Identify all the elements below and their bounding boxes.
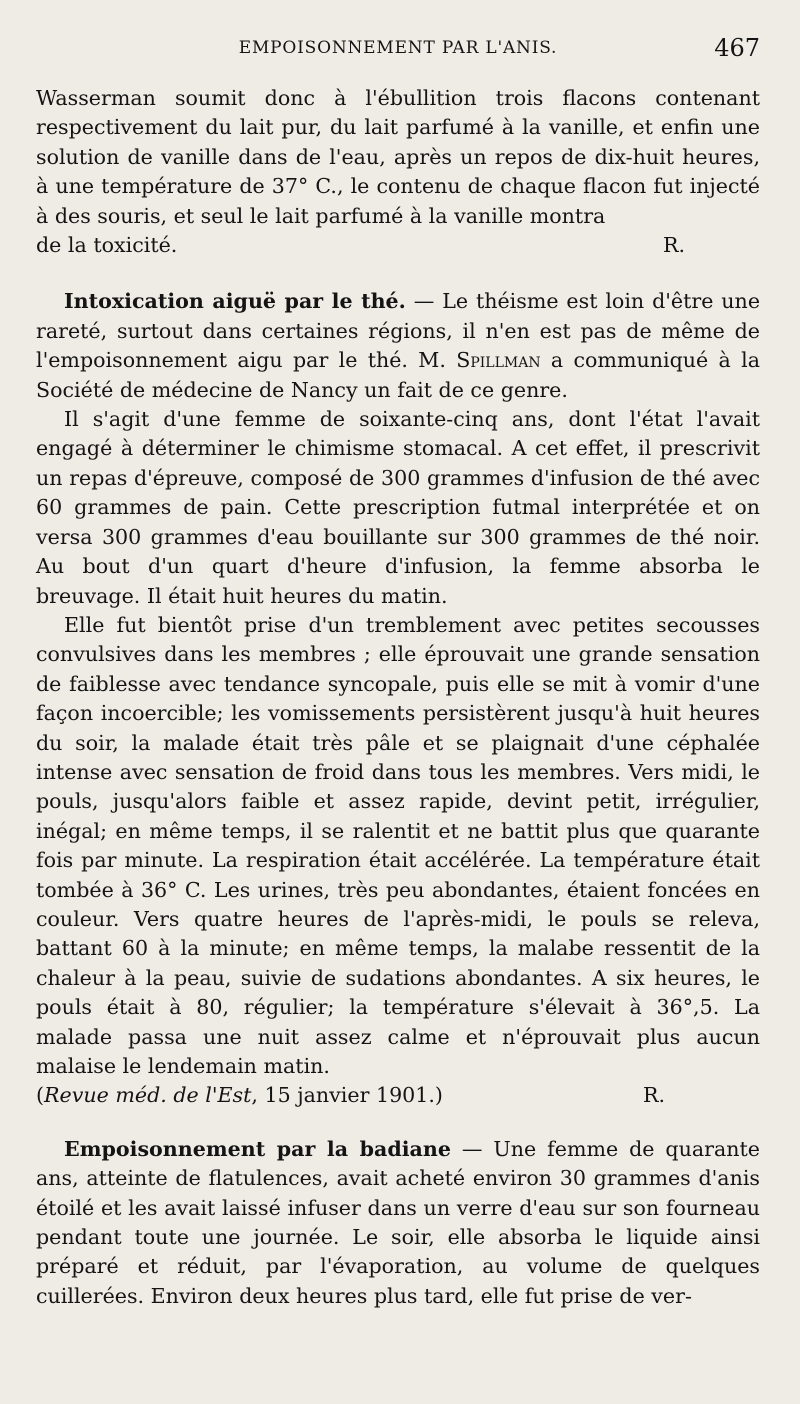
page-number: 467 [714, 34, 760, 62]
article-tea-intro-text-2: a communiqué à la Société de médecine de Nancy un fait de ce genre. [36, 348, 760, 402]
article-tea-signature: R. [642, 1083, 665, 1108]
article-tea-intro [36, 287, 760, 405]
article-tea-paragraph-2: Il s'agit d'une femme de soixante-cinq ans, dont l'état l'avait engagé à déterminer le chimisme stomacal. A cet effet, il prescrivit un repas d'épreuve, composé de 300 grammes d'infusion de thé avec 60 grammes de pain. Cette prescription futmal interprétée et on versa 300 grammes d'eau bouillante sur 300 grammes de thé noir. Au bout d'un quart d'heure d'infusion, la femme absorba le breuvage. Il était huit heures du matin. [36, 407, 760, 608]
article-vanilla-closing [36, 231, 760, 260]
running-head [36, 36, 760, 84]
article-badiane [36, 1135, 760, 1311]
article-tea-source-date: , 15 janvier 1901.) [251, 1083, 443, 1108]
page-body [36, 84, 760, 1311]
running-head-title: EMPOISONNEMENT PAR L'ANIS. [238, 38, 558, 58]
article-tea-paragraph-3: Elle fut bientôt prise d'un tremblement avec petites secousses convulsives dans les membres ; elle éprouvait une grande sensation de faiblesse avec tendance syncopale, puis elle se mit à vomir d'une façon incoercible; les vomissements persistèrent jusqu'à huit heures du soir, la malade était très pâle et se plaignait d'une céphalée intense avec sensation de froid dans tous les membres. Vers midi, le pouls, jusqu'alors faible et assez rapide, devint petit, irrégulier, inégal; en même temps, il se ralentit et ne battit plus que quarante fois par minute. La respiration était accélérée. La température était tombée à 36° C. Les urines, très peu abondantes, étaient foncées en couleur. Vers quatre heures de l'après-midi, le pouls se releva, battant 60 à la minute; en même temps, la malabe ressentit de la chaleur à la peau, suivie de sudations abondantes. A six heures, le pouls était à 80, régulier; la température s'élevait à 36°,5. La malade passa une nuit assez calme et n'éprouvait plus aucun malaise le lendemain matin. [36, 612, 760, 1078]
article-badiane-heading: Empoisonnement par la badiane [64, 1136, 451, 1161]
article-tea-source [36, 1081, 443, 1110]
article-tea-source-open: ( [36, 1083, 45, 1108]
article-vanilla-signature: R. [662, 233, 685, 258]
article-vanilla-text: Wasserman soumit donc à l'ébullition trois flacons contenant respectivement du lait pur, du lait parfumé à la vanille, et enfin une solution de vanille dans de l'eau, après un repos de dix-huit heures, à une température de 37° C., le contenu de chaque flacon fut injecté à des souris, et seul le lait parfumé à la vanille montra [36, 86, 760, 228]
article-tea-author: Spillman [456, 348, 541, 373]
article-vanilla-last-line: de la toxicité. [36, 233, 178, 258]
article-tea-source-line [36, 1081, 760, 1110]
article-tea-heading: Intoxication aiguë par le thé. [64, 289, 406, 314]
article-badiane-text: — Une femme de quarante ans, atteinte de flatulences, avait acheté environ 30 grammes d'anis étoilé et les avait laissé infuser dans un verre d'eau sur son fourneau pendant toute une journée. Le soir, elle absorba le liquide ainsi préparé et réduit, par l'évaporation, au volume de quelques cuillerées. Environ deux heures plus tard, elle fut prise de ver- [36, 1136, 760, 1308]
article-tea-source-journal: Revue méd. de l'Est [44, 1083, 252, 1108]
article-tea-intro-text-1: — Le théisme est loin d'être une rareté, surtout dans certaines régions, il n'en est pas de même de l'empoisonnement aigu par le thé. M. [36, 289, 761, 373]
